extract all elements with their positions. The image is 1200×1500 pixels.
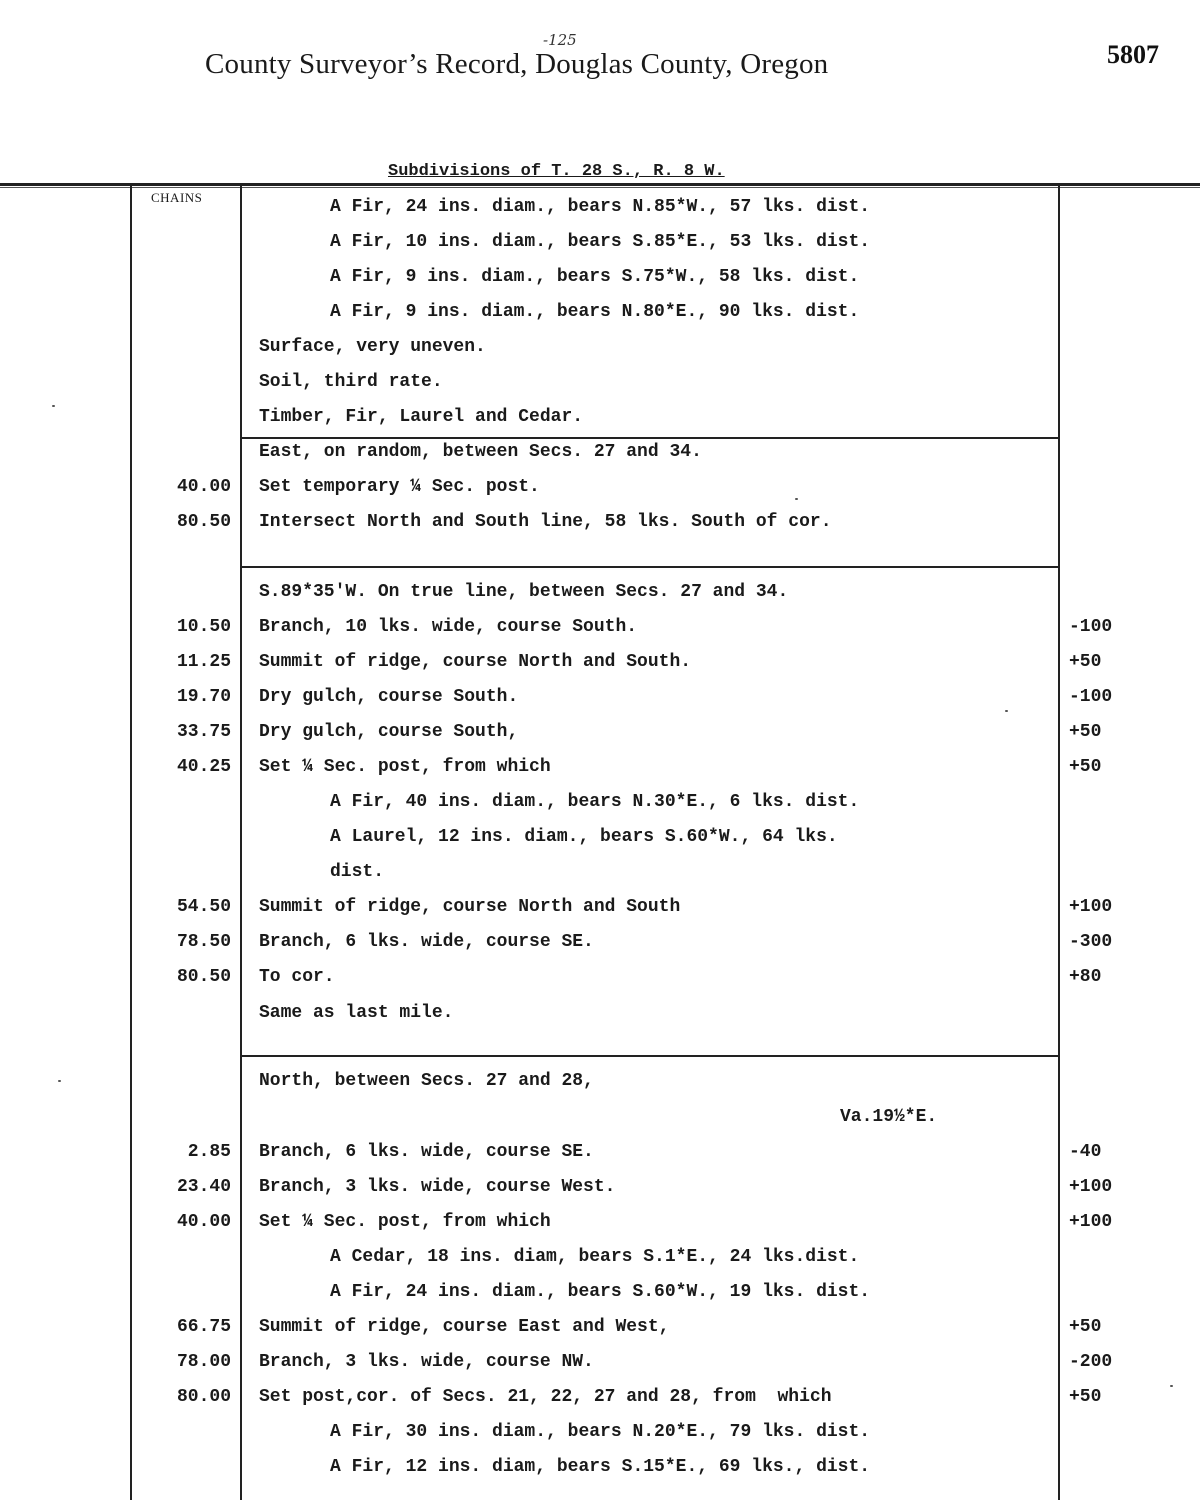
record-text: A Laurel, 12 ins. diam., bears S.60*W., 64 lks. xyxy=(330,827,838,847)
record-row xyxy=(0,1064,1200,1099)
record-row xyxy=(0,820,1200,855)
record-text: A Fir, 10 ins. diam., bears S.85*E., 53 lks. dist. xyxy=(330,232,871,252)
record-text: East, on random, between Secs. 27 and 34. xyxy=(259,442,702,462)
record-text: Timber, Fir, Laurel and Cedar. xyxy=(259,407,584,427)
elevation-change: -40 xyxy=(1069,1142,1102,1162)
record-text: A Fir, 24 ins. diam., bears N.85*W., 57 lks. dist. xyxy=(330,197,871,217)
section-divider xyxy=(240,566,1060,568)
record-row xyxy=(0,1170,1200,1205)
elevation-change: +100 xyxy=(1069,897,1113,917)
section-divider xyxy=(240,1055,1060,1057)
elevation-change: +100 xyxy=(1069,1177,1113,1197)
record-text: Summit of ridge, course North and South. xyxy=(259,652,692,672)
elevation-change: -100 xyxy=(1069,617,1113,637)
chain-distance: 80.50 xyxy=(176,512,231,532)
record-row xyxy=(0,295,1200,330)
elevation-change: +50 xyxy=(1069,652,1102,672)
record-text: Set temporary ¼ Sec. post. xyxy=(259,477,540,497)
record-text: A Fir, 30 ins. diam., bears N.20*E., 79 lks. dist. xyxy=(330,1422,871,1442)
record-row xyxy=(0,890,1200,925)
record-row xyxy=(0,400,1200,435)
scan-speck xyxy=(795,498,798,500)
record-text: A Cedar, 18 ins. diam, bears S.1*E., 24 lks.dist. xyxy=(330,1247,860,1267)
record-row xyxy=(0,365,1200,400)
top-rule xyxy=(0,183,1200,186)
record-text: Va.19½*E. xyxy=(840,1107,938,1127)
record-row xyxy=(0,190,1200,225)
chain-distance: 19.70 xyxy=(176,687,231,707)
record-row xyxy=(0,1345,1200,1380)
scan-speck xyxy=(1170,1385,1173,1387)
chain-distance: 40.25 xyxy=(176,757,231,777)
record-row xyxy=(0,470,1200,505)
record-row xyxy=(0,750,1200,785)
chain-distance: 33.75 xyxy=(176,722,231,742)
record-row xyxy=(0,435,1200,470)
scan-speck xyxy=(1005,710,1008,712)
record-text: Branch, 6 lks. wide, course SE. xyxy=(259,1142,594,1162)
record-text: S.89*35'W. On true line, between Secs. 27 and 34. xyxy=(259,582,789,602)
chain-distance: 80.50 xyxy=(176,967,231,987)
record-text: Set ¼ Sec. post, from which xyxy=(259,757,551,777)
record-text: Branch, 3 lks. wide, course NW. xyxy=(259,1352,594,1372)
chain-distance: 54.50 xyxy=(176,897,231,917)
chain-distance: 2.85 xyxy=(187,1142,231,1162)
record-text: To cor. xyxy=(259,967,335,987)
record-text: Intersect North and South line, 58 lks. South of cor. xyxy=(259,512,832,532)
chains-column-header: CHAINS xyxy=(151,190,203,205)
record-text: North, between Secs. 27 and 28, xyxy=(259,1071,594,1091)
record-row xyxy=(0,1240,1200,1275)
record-text: Summit of ridge, course East and West, xyxy=(259,1317,670,1337)
page-title: County Surveyor’s Record, Douglas County, Oregon xyxy=(205,48,829,80)
record-text: Soil, third rate. xyxy=(259,372,443,392)
scan-speck xyxy=(58,1080,61,1082)
record-text: A Fir, 40 ins. diam., bears N.30*E., 6 lks. dist. xyxy=(330,792,860,812)
record-text: A Fir, 9 ins. diam., bears S.75*W., 58 lks. dist. xyxy=(330,267,860,287)
elevation-change: +80 xyxy=(1069,967,1102,987)
elevation-change: +100 xyxy=(1069,1212,1113,1232)
record-row xyxy=(0,715,1200,750)
record-row xyxy=(0,1310,1200,1345)
record-text: Dry gulch, course South, xyxy=(259,722,519,742)
record-row xyxy=(0,330,1200,365)
record-row xyxy=(0,925,1200,960)
section-subtitle: Subdivisions of T. 28 S., R. 8 W. xyxy=(388,162,725,181)
chain-distance: 40.00 xyxy=(176,1212,231,1232)
record-row xyxy=(0,225,1200,260)
record-row xyxy=(0,1275,1200,1310)
record-text: Dry gulch, course South. xyxy=(259,687,519,707)
record-text: Surface, very uneven. xyxy=(259,337,486,357)
record-text: A Fir, 24 ins. diam., bears S.60*W., 19 lks. dist. xyxy=(330,1282,871,1302)
record-row xyxy=(0,1135,1200,1170)
record-text: Branch, 6 lks. wide, course SE. xyxy=(259,932,594,952)
record-row xyxy=(0,996,1200,1031)
record-text: Branch, 3 lks. wide, course West. xyxy=(259,1177,616,1197)
elevation-change: -300 xyxy=(1069,932,1113,952)
elevation-change: +50 xyxy=(1069,1387,1102,1407)
chain-distance: 40.00 xyxy=(176,477,231,497)
record-text: Summit of ridge, course North and South xyxy=(259,897,681,917)
elevation-change: -200 xyxy=(1069,1352,1113,1372)
record-row xyxy=(0,1450,1200,1485)
record-row xyxy=(0,260,1200,295)
record-row xyxy=(0,1205,1200,1240)
record-text: dist. xyxy=(330,862,385,882)
elevation-change: +50 xyxy=(1069,722,1102,742)
top-rule-thin xyxy=(0,187,1200,188)
record-text: A Fir, 12 ins. diam, bears S.15*E., 69 lks., dist. xyxy=(330,1457,871,1477)
scan-speck xyxy=(52,405,55,407)
elevation-change: +50 xyxy=(1069,757,1102,777)
record-row xyxy=(0,960,1200,995)
record-row xyxy=(0,785,1200,820)
record-text: Set post,cor. of Secs. 21, 22, 27 and 28, from which xyxy=(259,1387,832,1407)
record-row xyxy=(0,1380,1200,1415)
record-row xyxy=(0,1100,1200,1135)
handwritten-note: -125 xyxy=(543,31,577,49)
chain-distance: 80.00 xyxy=(176,1387,231,1407)
record-row xyxy=(0,610,1200,645)
record-text: A Fir, 9 ins. diam., bears N.80*E., 90 lks. dist. xyxy=(330,302,860,322)
record-text: Same as last mile. xyxy=(259,1003,454,1023)
record-row xyxy=(0,1415,1200,1450)
record-text: Branch, 10 lks. wide, course South. xyxy=(259,617,638,637)
chain-distance: 10.50 xyxy=(176,617,231,637)
elevation-change: -100 xyxy=(1069,687,1113,707)
chain-distance: 78.50 xyxy=(176,932,231,952)
page-number: 5807 xyxy=(1107,40,1159,69)
record-row xyxy=(0,855,1200,890)
record-row xyxy=(0,645,1200,680)
chain-distance: 11.25 xyxy=(176,652,231,672)
chain-distance: 78.00 xyxy=(176,1352,231,1372)
record-row xyxy=(0,505,1200,540)
record-row xyxy=(0,575,1200,610)
record-text: Set ¼ Sec. post, from which xyxy=(259,1212,551,1232)
chain-distance: 23.40 xyxy=(176,1177,231,1197)
chain-distance: 66.75 xyxy=(176,1317,231,1337)
elevation-change: +50 xyxy=(1069,1317,1102,1337)
record-row xyxy=(0,680,1200,715)
